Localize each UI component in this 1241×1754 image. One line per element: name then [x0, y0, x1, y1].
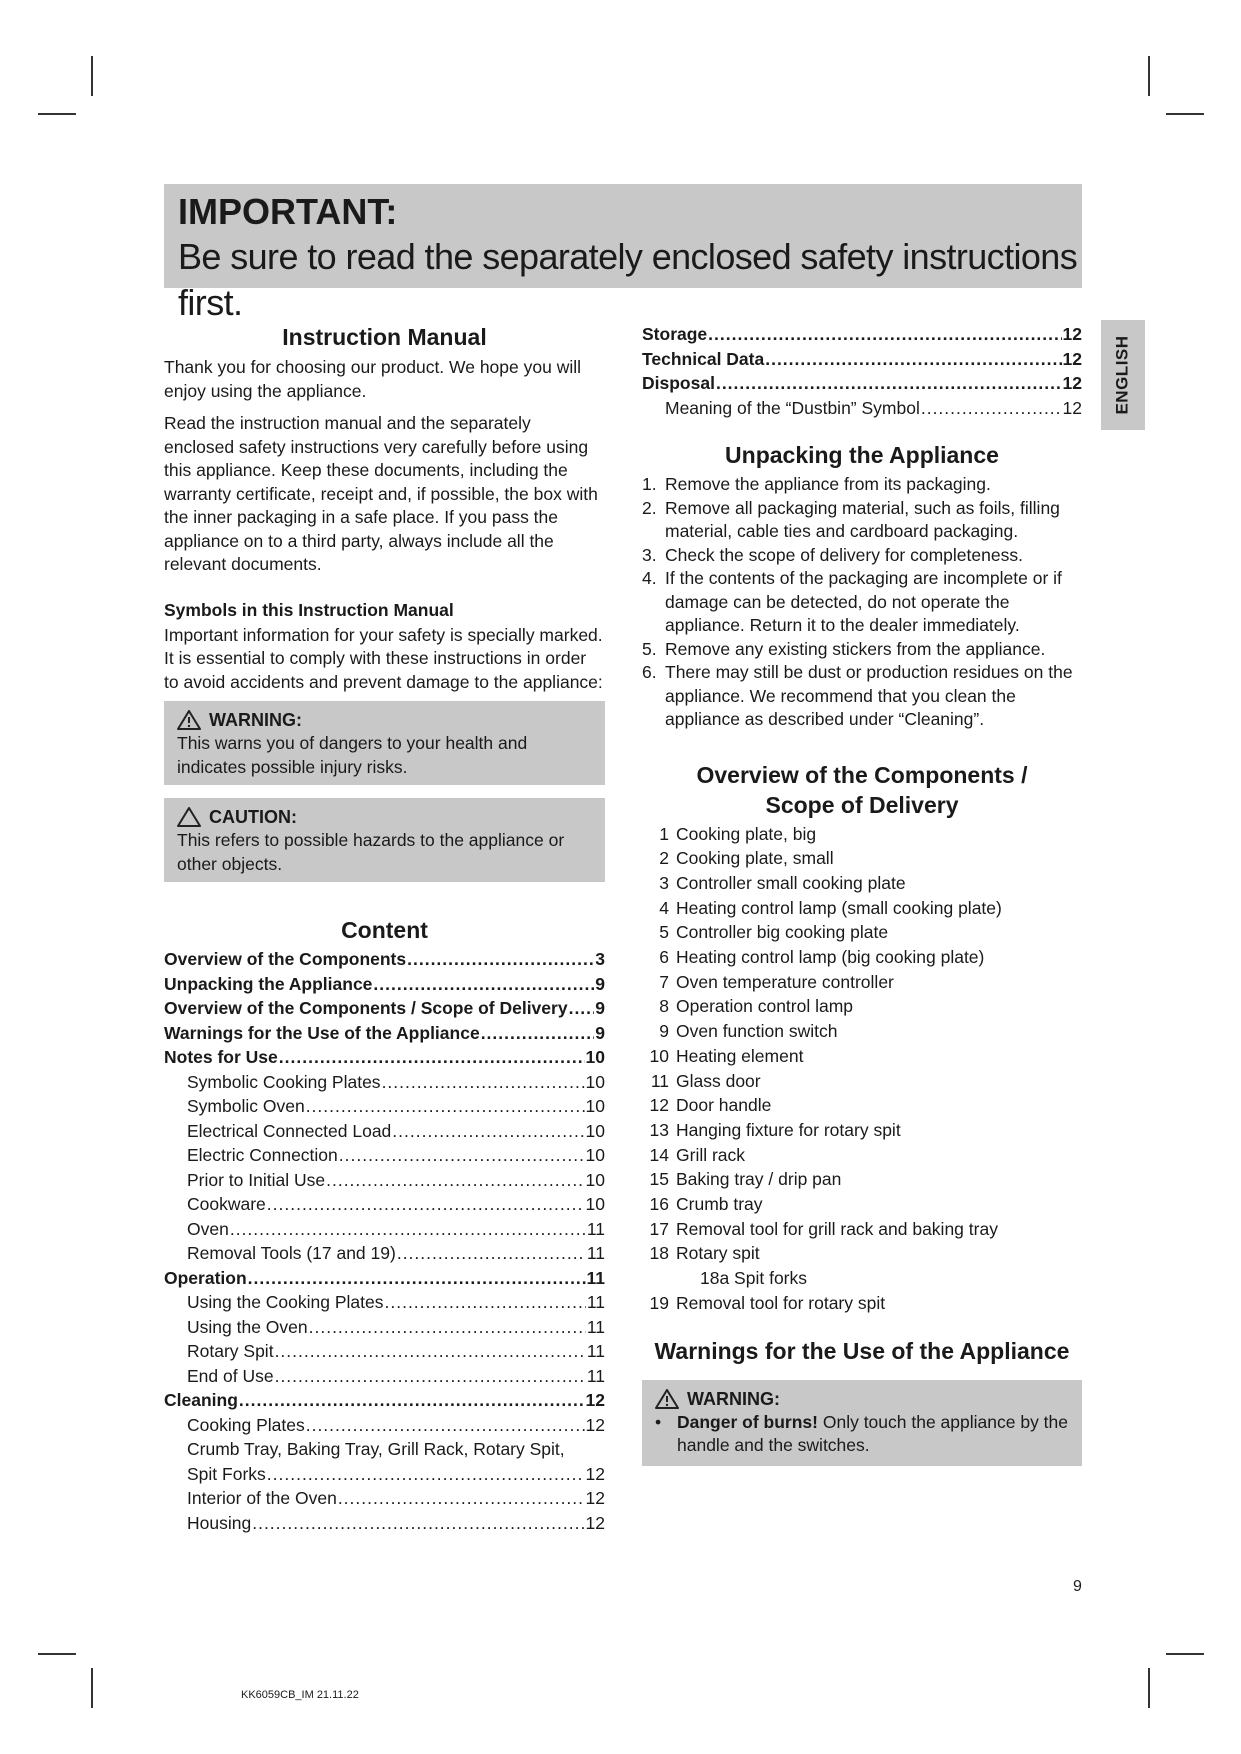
component-item: [642, 994, 1082, 1019]
banner-heading: IMPORTANT:: [178, 191, 398, 232]
component-label: Glass door: [676, 1070, 761, 1091]
toc-leader-dots: [392, 1119, 584, 1144]
component-number: 12: [649, 1095, 669, 1116]
component-number: 5: [659, 922, 669, 943]
page-number: 9: [1073, 1578, 1082, 1595]
crop-mark: [91, 56, 93, 96]
toc-entry: [642, 322, 1082, 347]
component-number: 3: [659, 872, 669, 893]
toc-entry-title: Storage: [642, 324, 708, 344]
crop-mark: [38, 1653, 76, 1655]
list-item: 3. Check the scope of delivery for completeness.: [642, 544, 1023, 565]
component-label: Heating control lamp (big cooking plate): [676, 947, 985, 968]
toc-entry: [164, 1413, 605, 1438]
component-number: 4: [659, 897, 669, 918]
component-item: [642, 945, 1082, 970]
toc-entry: [164, 1241, 605, 1266]
component-label: Oven function switch: [676, 1021, 838, 1042]
toc-entry-page: 11: [586, 1243, 605, 1263]
component-number: [642, 1266, 669, 1291]
bullet: •: [655, 1411, 662, 1432]
toc-entry-title: Using the Oven: [187, 1316, 308, 1337]
warning-box: [164, 701, 605, 785]
table-of-contents-continued: [642, 322, 1082, 420]
component-item: [642, 1143, 1082, 1168]
component-label: Heating element: [676, 1045, 804, 1066]
toc-leader-dots: [339, 1143, 585, 1168]
list-item: 6. There may still be dust or production residues on the appliance. We recommend that you clean the appliance as described under “Cleaning”.: [642, 662, 1073, 729]
component-item: [642, 1019, 1082, 1044]
component-item: [642, 1266, 1082, 1291]
component-label: Rotary spit: [676, 1243, 760, 1264]
warning-label: WARNING:: [687, 1388, 780, 1409]
toc-entry: [164, 1119, 605, 1144]
toc-entry-page: 11: [586, 1218, 605, 1239]
crop-mark: [91, 1668, 93, 1708]
component-number: 1: [659, 823, 669, 844]
toc-entry-title: Electric Connection: [187, 1145, 338, 1165]
toc-entry-page: 9: [595, 1022, 605, 1043]
toc-entry-title: Technical Data: [642, 348, 765, 369]
toc-entry: [164, 1217, 605, 1242]
list-item: 4. If the contents of the packaging are incomplete or if damage can be detected, do not operate the appliance. Return it to the dealer immediately.: [642, 568, 1062, 635]
warning-triangle-icon: [655, 1389, 679, 1409]
component-number: 14: [649, 1144, 669, 1165]
component-number: 19: [649, 1292, 669, 1313]
toc-leader-dots: [306, 1413, 585, 1438]
content-title: Content: [341, 917, 428, 943]
toc-entry: [164, 1143, 605, 1168]
toc-entry-title: Crumb Tray, Baking Tray, Grill Rack, Rotary Spit,: [187, 1439, 565, 1459]
toc-entry: [164, 947, 605, 972]
component-number: 15: [649, 1169, 669, 1190]
toc-leader-dots: [338, 1486, 585, 1511]
caution-triangle-icon: [177, 807, 201, 827]
component-number: 8: [659, 996, 669, 1017]
toc-entry-page: 3: [595, 949, 605, 969]
toc-leader-dots: [385, 1290, 586, 1315]
toc-leader-dots: [309, 1315, 586, 1340]
component-item: [642, 1217, 1082, 1242]
list-item: 1. Remove the appliance from its packaging.: [642, 474, 991, 494]
toc-entry-title: Operation: [164, 1267, 247, 1288]
toc-entry-title: Overview of the Components / Scope of Delivery: [164, 998, 568, 1018]
component-item: [642, 1192, 1082, 1217]
toc-entry-page: 11: [586, 1267, 605, 1288]
burn-warning-box: [642, 1380, 1082, 1466]
toc-entry-page: 11: [586, 1341, 605, 1361]
component-item: [642, 1093, 1082, 1118]
toc-entry-page: 11: [586, 1292, 605, 1312]
toc-entry: [164, 1290, 605, 1315]
toc-entry-title: Interior of the Oven: [187, 1488, 337, 1508]
toc-entry: [164, 996, 605, 1021]
component-label: Oven temperature controller: [676, 971, 894, 992]
toc-entry: [642, 371, 1082, 396]
component-number: 2: [659, 848, 669, 869]
toc-entry-page: 12: [1062, 373, 1082, 393]
symbols-text: Important information for your safety is specially marked. It is essential to comply with these instructions in order to avoid accidents and prevent damage to the appliance:: [164, 624, 603, 692]
toc-entry-page: 9: [595, 998, 605, 1018]
component-label: Controller big cooking plate: [676, 922, 889, 943]
overview-title-line1: Overview of the Components /: [696, 761, 1028, 788]
instruction-manual-title: Instruction Manual: [282, 324, 487, 350]
language-tab-label: ENGLISH: [1113, 335, 1132, 415]
toc-leader-dots: [326, 1168, 584, 1193]
toc-entry-title: Spit Forks: [187, 1463, 266, 1484]
toc-leader-dots: [407, 947, 594, 972]
component-number: 18: [649, 1243, 669, 1264]
toc-entry-title: Disposal: [642, 373, 715, 393]
list-item: 2. Remove all packaging material, such as foils, filling material, cable ties and cardboard packaging.: [642, 497, 1060, 541]
toc-leader-dots: [306, 1094, 585, 1119]
component-item: [642, 920, 1082, 945]
toc-leader-dots: [230, 1217, 586, 1242]
overview-title-line2: Scope of Delivery: [765, 791, 959, 818]
toc-leader-dots: [275, 1339, 586, 1364]
toc-leader-dots: [248, 1266, 586, 1291]
burn-warning-text: Only touch the appliance by the handle and the switches.: [677, 1411, 1069, 1456]
component-label: Hanging fixture for rotary spit: [676, 1119, 901, 1140]
toc-leader-dots: [481, 1021, 595, 1046]
component-number: 11: [650, 1070, 669, 1091]
crop-mark: [1166, 1653, 1204, 1655]
important-banner: [164, 184, 1082, 323]
banner-text: Be sure to read the separately enclosed safety instructions first.: [178, 236, 1078, 323]
toc-entry-title: End of Use: [187, 1365, 274, 1386]
component-label: Controller small cooking plate: [676, 872, 906, 893]
toc-entry: [164, 1315, 605, 1340]
toc-entry-title: Housing: [187, 1512, 252, 1533]
component-item: [642, 1044, 1082, 1069]
toc-entry-title: Rotary Spit: [187, 1341, 274, 1361]
crop-mark: [1148, 1668, 1150, 1708]
component-label: 18a Spit forks: [700, 1268, 807, 1289]
toc-entry-title: Oven: [187, 1218, 229, 1239]
toc-entry-page: 12: [585, 1390, 605, 1410]
warning-triangle-icon: [177, 710, 201, 730]
toc-entry: [164, 972, 605, 997]
component-label: Removal tool for grill rack and baking tray: [676, 1218, 998, 1239]
toc-leader-dots: [716, 371, 1062, 396]
toc-entry-title: Cookware: [187, 1194, 266, 1214]
toc-entry-page: 10: [585, 1047, 605, 1067]
component-label: Heating control lamp (small cooking plate): [676, 897, 1002, 918]
toc-entry: [164, 1339, 605, 1364]
toc-entry-page: 12: [1062, 324, 1082, 344]
toc-entry-page: 12: [585, 1463, 605, 1484]
toc-leader-dots: [373, 972, 594, 997]
toc-entry-page: 10: [585, 1096, 605, 1116]
toc-entry-title: Removal Tools (17 and 19): [187, 1243, 396, 1263]
component-item: [642, 1291, 1082, 1316]
burn-warning-item: [655, 1411, 1070, 1458]
component-label: Cooking plate, big: [676, 823, 817, 844]
toc-entry-page: 10: [585, 1194, 605, 1214]
toc-entry-title: Electrical Connected Load: [187, 1120, 392, 1141]
component-item: [642, 1069, 1082, 1094]
toc-leader-dots: [569, 996, 595, 1021]
toc-entry-title: Using the Cooking Plates: [187, 1292, 384, 1312]
read-manual-paragraph: Read the instruction manual and the separately enclosed safety instructions very carefully before using this appliance. Keep these documents, including the warranty certificate, receipt and, if possible, the box with the inner packaging in a safe place. If you pass the appliance on to a third party, always include all the relevant documents.: [164, 413, 598, 574]
component-item: [642, 846, 1082, 871]
component-number: 16: [649, 1194, 669, 1215]
toc-entry-page: 12: [585, 1488, 605, 1508]
toc-entry: [164, 1070, 605, 1095]
toc-entry-title: Overview of the Components: [164, 949, 407, 969]
toc-leader-dots: [275, 1364, 586, 1389]
toc-entry-title: Cleaning: [164, 1390, 238, 1410]
toc-entry-page: 9: [595, 973, 605, 994]
toc-entry: [164, 1486, 605, 1511]
toc-entry-page: 11: [586, 1316, 605, 1337]
crop-mark: [1148, 56, 1150, 96]
unpacking-title: Unpacking the Appliance: [725, 442, 999, 468]
crop-mark: [38, 113, 76, 115]
component-number: 7: [659, 971, 669, 992]
component-item: [642, 1118, 1082, 1143]
left-column: [164, 322, 605, 1535]
toc-leader-dots: [267, 1462, 585, 1487]
toc-leader-dots: [267, 1192, 585, 1217]
symbols-title: Symbols in this Instruction Manual: [164, 599, 454, 620]
table-of-contents: [164, 947, 605, 1535]
right-column: [642, 322, 1082, 1466]
component-number: 10: [649, 1045, 669, 1066]
component-item: [642, 822, 1082, 847]
toc-entry: [164, 1437, 605, 1462]
toc-entry-page: 11: [586, 1365, 605, 1386]
toc-leader-dots: [921, 396, 1062, 421]
toc-leader-dots: [708, 322, 1061, 347]
component-number: 17: [649, 1218, 669, 1239]
component-item: [642, 1167, 1082, 1192]
toc-entry-title: Notes for Use: [164, 1047, 278, 1067]
toc-entry: [642, 396, 1082, 421]
component-number: 6: [659, 947, 669, 968]
toc-entry-page: 10: [585, 1145, 605, 1165]
crop-mark: [1166, 113, 1204, 115]
component-item: [642, 871, 1082, 896]
toc-entry: [164, 1168, 605, 1193]
caution-label: CAUTION:: [209, 807, 297, 827]
component-label: Operation control lamp: [676, 996, 854, 1017]
component-label: Grill rack: [676, 1144, 746, 1165]
toc-entry: [164, 1364, 605, 1389]
toc-leader-dots: [765, 347, 1061, 372]
component-number: 9: [659, 1021, 669, 1042]
toc-entry-title: Warnings for the Use of the Appliance: [164, 1022, 480, 1043]
toc-entry-title: Symbolic Oven: [187, 1096, 305, 1116]
toc-entry-title: Unpacking the Appliance: [164, 973, 373, 994]
warning-label: WARNING:: [209, 710, 302, 730]
toc-entry-page: 12: [585, 1414, 605, 1435]
toc-entry-page: 12: [1062, 348, 1082, 369]
component-label: Baking tray / drip pan: [676, 1169, 842, 1190]
toc-entry-title: Symbolic Cooking Plates: [187, 1071, 381, 1092]
component-item: [642, 896, 1082, 921]
component-number: 13: [649, 1119, 669, 1140]
toc-entry-page: 10: [585, 1071, 605, 1092]
toc-leader-dots: [382, 1070, 585, 1095]
warnings-use-title: Warnings for the Use of the Appliance: [654, 1337, 1070, 1364]
caution-text: This refers to possible hazards to the appliance or other objects.: [177, 830, 565, 874]
language-tab: [1101, 320, 1145, 430]
caution-box: [164, 798, 605, 882]
toc-entry: [164, 1094, 605, 1119]
intro-paragraph: Thank you for choosing our product. We hope you will enjoy using the appliance.: [164, 357, 581, 401]
unpacking-steps: [642, 473, 1082, 732]
toc-entry: [164, 1266, 605, 1291]
toc-leader-dots: [397, 1241, 586, 1266]
toc-leader-dots: [279, 1045, 585, 1070]
toc-entry: [164, 1192, 605, 1217]
toc-entry: [164, 1021, 605, 1046]
component-item: [642, 970, 1082, 995]
toc-leader-dots: [239, 1388, 585, 1413]
component-label: Removal tool for rotary spit: [676, 1292, 886, 1313]
toc-entry: [164, 1045, 605, 1070]
components-list: [642, 822, 1082, 1316]
toc-leader-dots: [252, 1511, 584, 1536]
toc-entry-page: 12: [1062, 397, 1082, 418]
toc-entry-title: Cooking Plates: [187, 1414, 305, 1435]
list-item: 5. Remove any existing stickers from the appliance.: [642, 638, 1046, 659]
warning-text: This warns you of dangers to your health and indicates possible injury risks.: [177, 733, 528, 777]
component-label: Cooking plate, small: [676, 848, 834, 869]
component-item: [642, 1241, 1082, 1266]
toc-entry-title: Meaning of the “Dustbin” Symbol: [665, 397, 920, 418]
toc-entry-page: 10: [585, 1120, 605, 1141]
component-label: Door handle: [676, 1095, 772, 1116]
toc-entry-title: Prior to Initial Use: [187, 1169, 326, 1190]
toc-entry-page: 12: [585, 1512, 605, 1533]
toc-entry: [164, 1462, 605, 1487]
footer-code: KK6059CB_IM 21.11.22: [241, 1689, 359, 1701]
toc-entry: [164, 1388, 605, 1413]
toc-entry: [642, 347, 1082, 372]
danger-label: Danger of burns!: [677, 1411, 818, 1432]
toc-entry: [164, 1511, 605, 1536]
component-label: Crumb tray: [676, 1194, 763, 1215]
toc-entry-page: 10: [585, 1169, 605, 1190]
